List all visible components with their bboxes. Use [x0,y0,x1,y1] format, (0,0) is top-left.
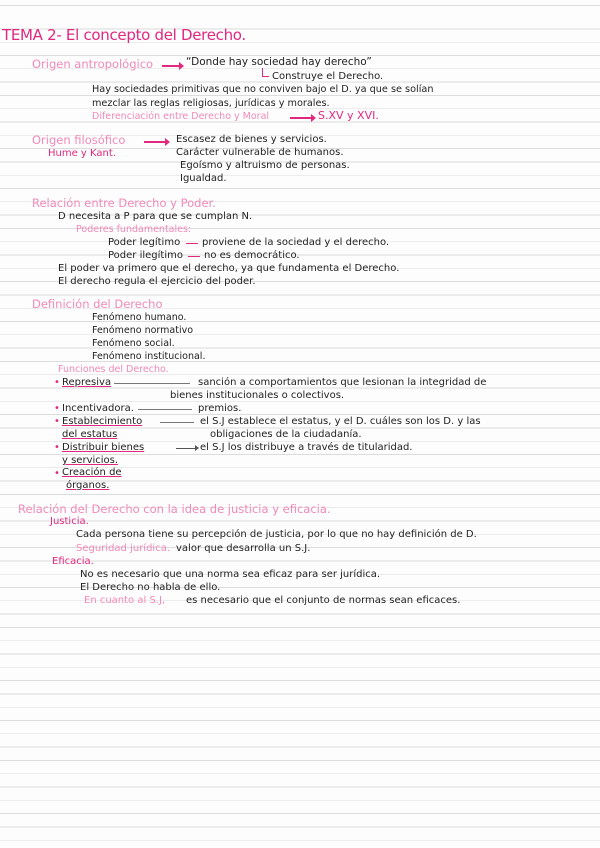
diff-value: S.XV y XVI. [318,109,379,122]
bullet-icon: • [54,468,60,479]
list-item: Igualdad. [180,173,227,184]
list-item: Egoísmo y altruismo de personas. [180,160,350,171]
text-line: Hay sociedades primitivas que no conviven bajo el D. ya que se solían [92,84,434,95]
heading-derecho-poder: Relación entre Derecho y Poder. [32,196,216,210]
function-label: Establecimiento [62,416,143,427]
funciones-subheading: Funciones del Derecho. [58,364,169,375]
poder-ilegitimo-label: Poder ilegítimo [108,250,183,261]
text-line: Cada persona tiene su percepción de justicia, por lo que no hay definición de D. [76,529,477,540]
function-label: órganos. [66,480,110,491]
heading-justicia-eficacia: Relación del Derecho con la idea de justicia y eficacia. [18,502,331,516]
bullet-icon: • [54,403,60,414]
function-text: el S.J los distribuye a través de titularidad. [200,442,413,453]
page-title: TEMA 2- El concepto del Derecho. [2,26,246,44]
function-label: Incentivadora. [62,403,134,414]
list-item: Fenómeno normativo [92,325,194,336]
arrow-icon [290,117,312,119]
function-label: del estatus [62,429,118,440]
list-item: Fenómeno humano. [92,312,187,323]
seguridad-label: Seguridad jurídica. [76,543,171,554]
bullet-icon: • [54,377,60,388]
text-line: D necesita a P para que se cumplan N. [58,211,253,222]
text-line: El poder va primero que el derecho, ya que fundamenta el Derecho. [58,263,400,274]
hook-arrow-icon [262,68,269,77]
function-text: premios. [198,403,242,414]
heading-origen-filosofico: Origen filosófico [32,133,126,147]
function-text: bienes institucionales o colectivos. [170,390,345,401]
seguridad-text: valor que desarrolla un S.J. [176,543,311,554]
poder-ilegitimo-text: no es democrático. [204,250,300,261]
dash-line [186,243,198,244]
dash-line [138,409,192,410]
text-line: El Derecho no habla de ello. [80,582,221,593]
poderes-subheading: Poderes fundamentales: [76,224,192,235]
list-item: Carácter vulnerable de humanos. [176,147,344,158]
function-label: Creación de [62,467,122,478]
construct-text: Construye el Derecho. [272,71,384,82]
function-label: Represiva [62,377,112,388]
en-cuanto-label: En cuanto al S.J, [84,595,166,606]
eficacia-label: Eficacia. [52,556,94,567]
function-text: el S.J establece el estatus, y el D. cuáles son los D. y las [200,416,481,427]
text-line: No es necesario que una norma sea eficaz para ser jurídica. [80,569,381,580]
poder-legitimo-label: Poder legítimo [108,237,181,248]
en-cuanto-text: es necesario que el conjunto de normas sean eficaces. [186,595,461,606]
dash-line [114,383,190,384]
justicia-label: Justicia. [50,516,89,527]
heading-origen-antropologico: Origen antropológico [32,57,154,71]
dash-line [188,256,200,257]
list-item: Escasez de bienes y servicios. [176,134,327,145]
diff-label: Diferenciación entre Derecho y Moral [92,111,270,122]
arrow-icon [162,65,180,67]
authors-text: Hume y Kant. [48,148,116,159]
list-item: Fenómeno institucional. [92,351,206,362]
function-text: sanción a comportamientos que lesionan la integridad de [198,377,487,388]
text-line: mezclar las reglas religiosas, jurídicas y morales. [92,98,330,109]
function-label: y servicios. [62,455,119,466]
dash-line [160,422,194,423]
list-item: Fenómeno social. [92,338,175,349]
poder-legitimo-text: proviene de la sociedad y el derecho. [202,237,390,248]
text-line: El derecho regula el ejercicio del poder. [58,276,256,287]
function-text: obligaciones de la ciudadanía. [210,429,362,440]
quote-text: “Donde hay sociedad hay derecho” [186,56,372,68]
arrow-icon [144,141,166,143]
arrow-icon [176,448,196,449]
bullet-icon: • [54,416,60,427]
heading-definicion: Definición del Derecho [32,297,163,311]
bullet-icon: • [54,442,60,453]
function-label: Distribuir bienes [62,442,145,453]
